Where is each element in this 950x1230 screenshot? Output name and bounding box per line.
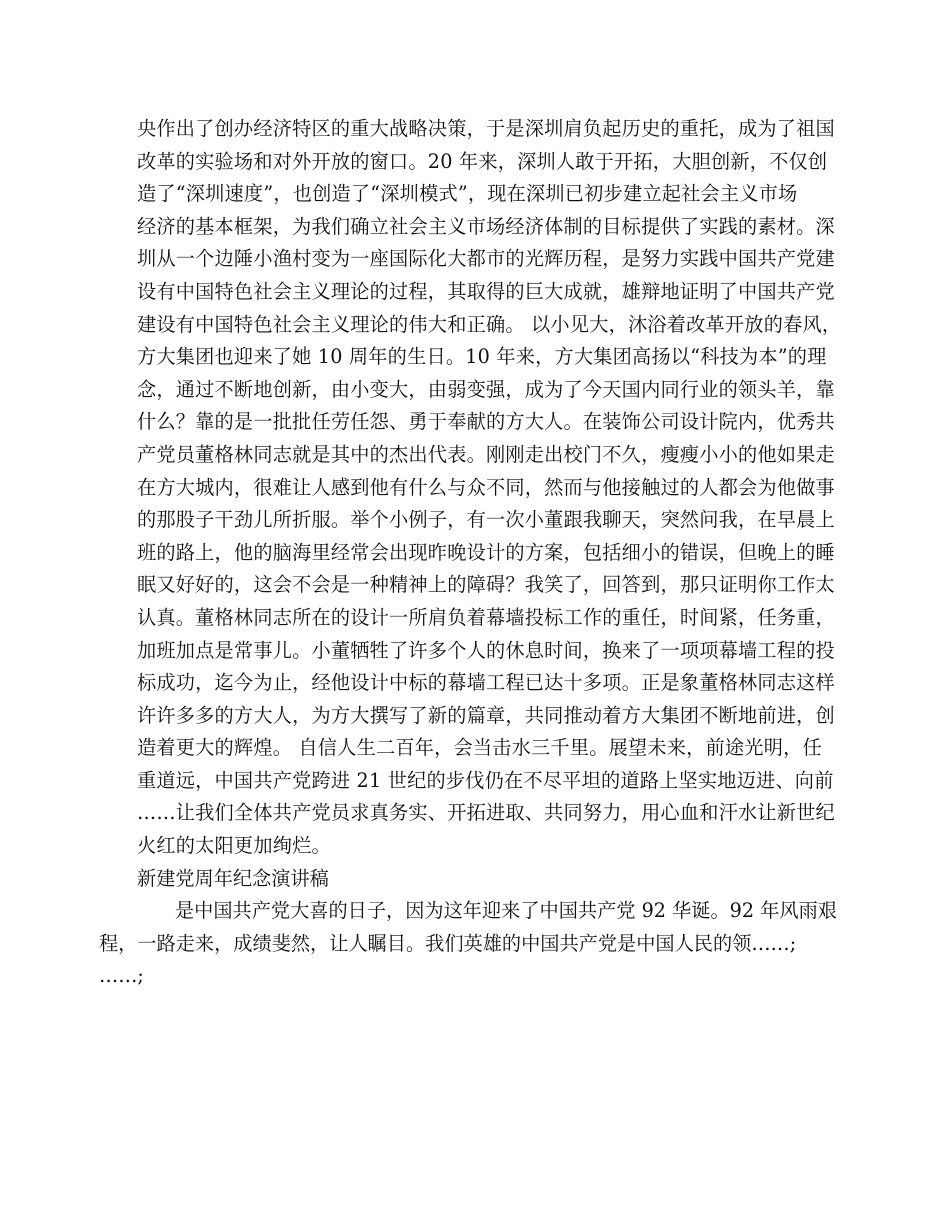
text-line: 圳从一个边陲小渔村变为一座国际化大都市的光辉历程，是努力实践中国共产党建	[137, 247, 835, 271]
text-line: 眠又好好的，这会不会是一种精神上的障碍？我笑了，回答到，那只证明你工作太	[137, 573, 835, 597]
second-paragraph	[99, 895, 837, 993]
text-line: 班的路上，他的脑海里经常会出现昨晚设计的方案，包括细小的错误，但晚上的睡	[137, 540, 835, 564]
text-line: ……;	[99, 964, 144, 988]
text-line: 许许多多的方大人，为方大撰写了新的篇章，共同推动着方大集团不断地前进，创	[137, 703, 835, 727]
text-line: 在方大城内，很难让人感到他有什么与众不同，然而与他接触过的人都会为他做事	[137, 475, 835, 499]
text-line: 是中国共产党大喜的日子，因为这年迎来了中国共产党 92 华诞。92 年风雨艰	[175, 899, 837, 923]
main-paragraph	[137, 113, 842, 863]
text-line: 加班加点是常事儿。小董牺牲了许多个人的休息时间，换来了一项项幕墙工程的投	[137, 638, 835, 662]
text-line: 央作出了创办经济特区的重大战略决策，于是深圳肩负起历史的重托，成为了祖国	[137, 117, 835, 140]
text-line: 认真。董格林同志所在的设计一所肩负着幕墙投标工作的重任，时间紧，任务重，	[137, 605, 835, 629]
text-line: 造了“深圳速度”，也创造了“深圳模式”，现在深圳已初步建立起社会主义市场	[137, 182, 798, 206]
document-page	[99, 113, 842, 993]
text-line: 重道远，中国共产党跨进 21 世纪的步伐仍在不尽平坦的道路上坚实地迈进、向前	[137, 768, 834, 792]
text-line: 程，一路走来，成绩斐然，让人瞩目。我们英雄的中国共产党是中国人民的领……;	[99, 931, 797, 955]
text-line: 什么？靠的是一批批任劳任怨、勇于奉献的方大人。在装饰公司设计院内，优秀共	[137, 410, 835, 434]
text-line: 标成功，迄今为止，经他设计中标的幕墙工程已达十多项。正是象董格林同志这样	[137, 671, 835, 695]
text-line: 念，通过不断地创新，由小变大，由弱变强，成为了今天国内同行业的领头羊，靠	[137, 377, 835, 401]
text-line: 产党员董格林同志就是其中的杰出代表。刚刚走出校门不久，瘦瘦小小的他如果走	[137, 442, 835, 466]
text-line: 改革的实验场和对外开放的窗口。20 年来，深圳人敢于开拓，大胆创新，不仅创	[137, 149, 828, 173]
section-heading: 新建党周年纪念演讲稿	[137, 866, 329, 890]
text-line: 建设有中国特色社会主义理论的伟大和正确。 以小见大，沐浴着改革开放的春风，	[137, 312, 842, 336]
text-line: 造着更大的辉煌。 自信人生二百年，会当击水三千里。展望未来，前途光明，任	[137, 736, 822, 760]
text-line: 设有中国特色社会主义理论的过程，其取得的巨大成就，雄辩地证明了中国共产党	[137, 279, 835, 303]
text-line: ……让我们全体共产党员求真务实、开拓进取、共同努力，用心血和汗水让新世纪	[137, 801, 835, 825]
text-line: 的那股子干劲儿所折服。举个小例子，有一次小董跟我聊天，突然问我，在早晨上	[137, 508, 835, 532]
text-line: 火红的太阳更加绚烂。	[137, 834, 331, 858]
text-line: 方大集团也迎来了她 10 周年的生日。10 年来，方大集团高扬以“科技为本”的理	[137, 345, 827, 369]
text-line: 经济的基本框架，为我们确立社会主义市场经济体制的目标提供了实践的素材。深	[137, 214, 835, 238]
